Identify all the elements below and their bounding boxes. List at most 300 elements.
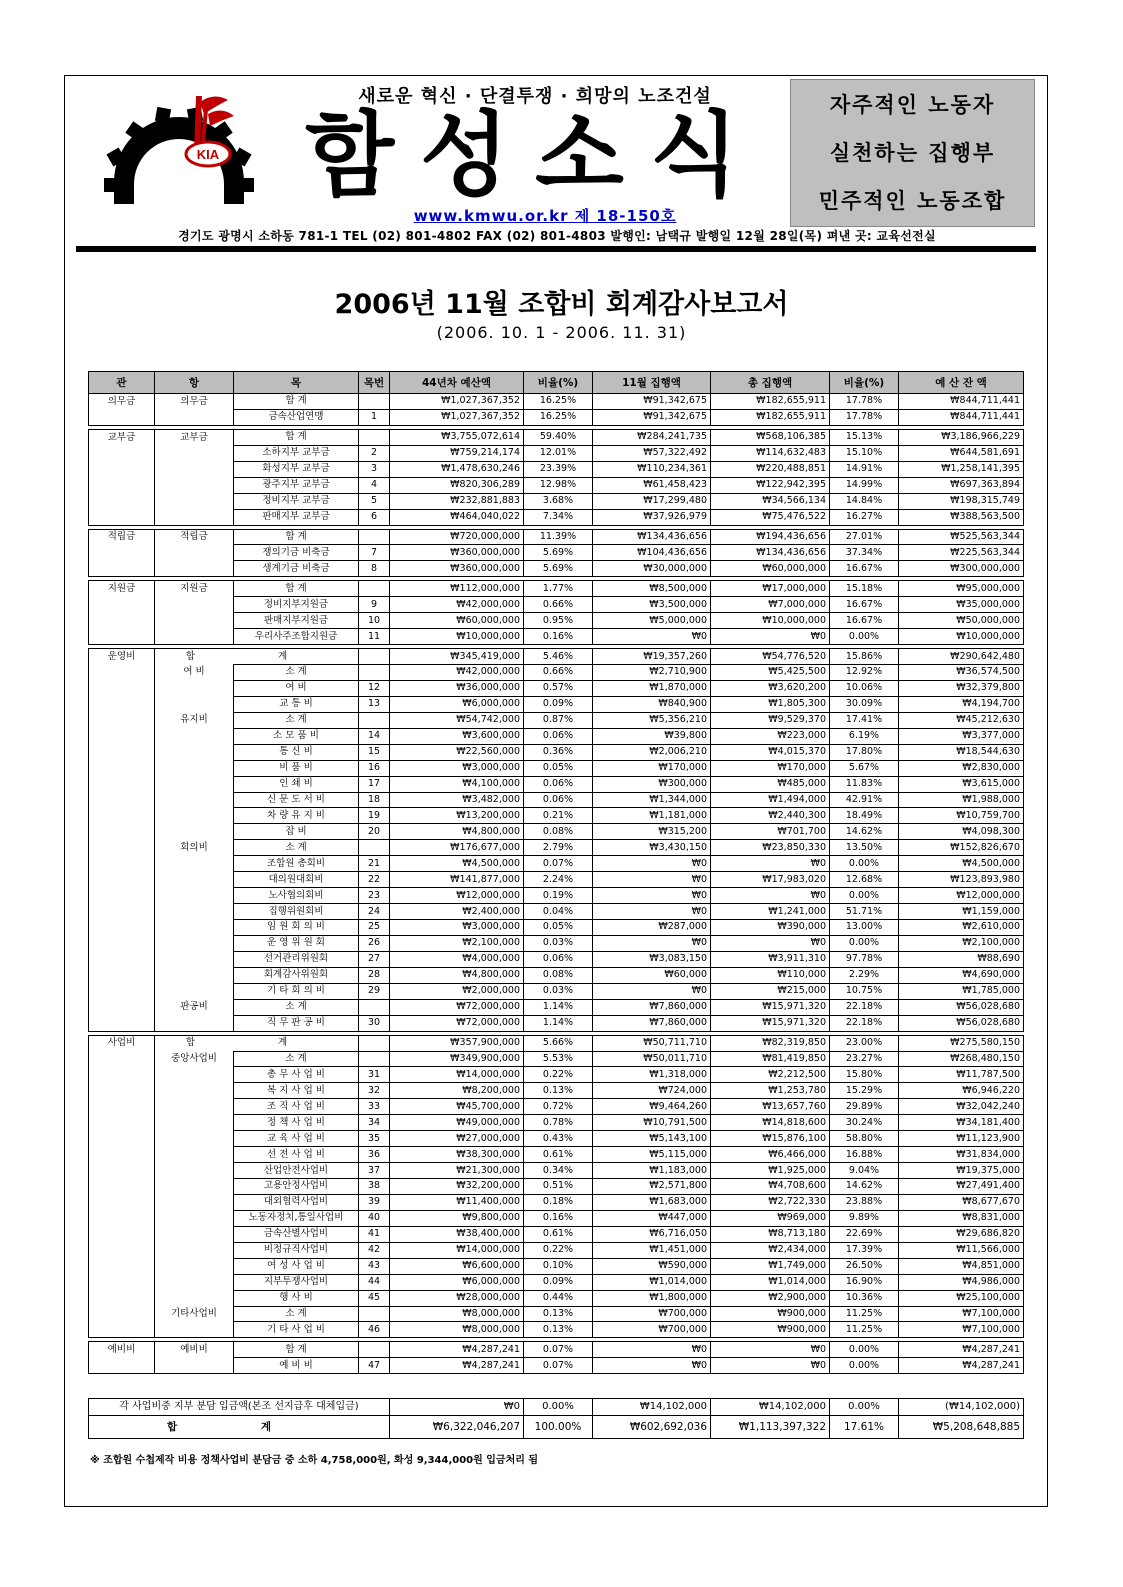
balance-cell: ₩11,566,000: [899, 1242, 1024, 1258]
budget-ratio-cell: 2.24%: [524, 872, 593, 888]
mok-number-cell: 17: [359, 776, 390, 792]
hang-cell: 기타사업비: [155, 1306, 234, 1322]
total-exec-cell: ₩170,000: [711, 760, 830, 776]
exec-ratio-cell: 13.50%: [830, 840, 899, 856]
exec-ratio-cell: 22.18%: [830, 999, 899, 1015]
table-row: [89, 1179, 1024, 1195]
table-row: [89, 1258, 1024, 1274]
total-exec-cell: ₩223,000: [711, 728, 830, 744]
budget-cell: ₩14,000,000: [390, 1067, 524, 1083]
exec-ratio-cell: 0.00%: [830, 1342, 899, 1358]
gwan-cell: [89, 983, 155, 999]
table-row: [89, 461, 1024, 477]
gwan-cell: [89, 493, 155, 509]
budget-ratio-cell: 0.34%: [524, 1163, 593, 1179]
exec-ratio-cell: 15.29%: [830, 1083, 899, 1099]
budget-ratio-cell: 0.57%: [524, 680, 593, 696]
total-exec-cell: ₩9,529,370: [711, 712, 830, 728]
total-exec-cell: ₩4,015,370: [711, 744, 830, 760]
mok-cell: 노사협의회비: [234, 888, 359, 904]
hang-cell: [155, 1194, 234, 1210]
grand-total-exec: ₩1,113,397,322: [711, 1416, 830, 1439]
gwan-cell: [89, 967, 155, 983]
mok-cell: 여 비: [234, 680, 359, 696]
budget-cell: ₩1,027,367,352: [390, 394, 524, 410]
total-exec-cell: ₩75,476,522: [711, 509, 830, 525]
hang-cell: [155, 1358, 234, 1374]
mok-number-cell: 26: [359, 935, 390, 951]
table-row: [89, 545, 1024, 561]
table-row: [89, 561, 1024, 577]
mok-cell: 소 모 품 비: [234, 728, 359, 744]
total-exec-cell: ₩194,436,656: [711, 529, 830, 545]
mok-cell: 잡 비: [234, 824, 359, 840]
table-row: [89, 1115, 1024, 1131]
gwan-cell: [89, 613, 155, 629]
mok-number-cell: [359, 429, 390, 445]
month-exec-cell: ₩590,000: [593, 1258, 711, 1274]
budget-cell: ₩72,000,000: [390, 1015, 524, 1031]
mok-cell: 합 계: [234, 529, 359, 545]
table-row: [89, 696, 1024, 712]
budget-ratio-cell: 23.39%: [524, 461, 593, 477]
exec-ratio-cell: 51.71%: [830, 904, 899, 920]
budget-table: [88, 371, 1024, 1374]
budget-cell: ₩49,000,000: [390, 1115, 524, 1131]
balance-cell: ₩644,581,691: [899, 445, 1024, 461]
total-exec-cell: ₩4,708,600: [711, 1179, 830, 1195]
table-row: [89, 1226, 1024, 1242]
budget-ratio-cell: 0.05%: [524, 920, 593, 936]
balance-cell: ₩300,000,000: [899, 561, 1024, 577]
balance-cell: ₩31,834,000: [899, 1147, 1024, 1163]
hang-cell: [155, 1210, 234, 1226]
summary-balance: (₩14,102,000): [899, 1399, 1024, 1416]
exec-ratio-cell: 0.00%: [830, 629, 899, 645]
hang-cell: [155, 696, 234, 712]
budget-ratio-cell: 0.03%: [524, 935, 593, 951]
total-exec-cell: ₩0: [711, 1358, 830, 1374]
budget-cell: ₩11,400,000: [390, 1194, 524, 1210]
exec-ratio-cell: 0.00%: [830, 856, 899, 872]
hang-cell: [155, 1322, 234, 1338]
table-row: [89, 935, 1024, 951]
balance-cell: ₩4,287,241: [899, 1358, 1024, 1374]
mok-cell: 집행위원회비: [234, 904, 359, 920]
exec-ratio-cell: 10.75%: [830, 983, 899, 999]
exec-ratio-cell: 42.91%: [830, 792, 899, 808]
hang-cell: [155, 920, 234, 936]
exec-ratio-cell: 16.90%: [830, 1274, 899, 1290]
mok-cell: 조합원 총회비: [234, 856, 359, 872]
summary-budget-ratio: 0.00%: [524, 1399, 593, 1416]
budget-ratio-cell: 7.34%: [524, 509, 593, 525]
month-exec-cell: ₩300,000: [593, 776, 711, 792]
total-exec-cell: ₩0: [711, 935, 830, 951]
table-row: [89, 744, 1024, 760]
mok-cell: 생계기금 비축금: [234, 561, 359, 577]
table-row: [89, 1274, 1024, 1290]
exec-ratio-cell: 15.10%: [830, 445, 899, 461]
gwan-cell: [89, 792, 155, 808]
gwan-cell: [89, 1242, 155, 1258]
exec-ratio-cell: 17.41%: [830, 712, 899, 728]
budget-cell: ₩3,000,000: [390, 760, 524, 776]
exec-ratio-cell: 30.09%: [830, 696, 899, 712]
summary-table-wrap: [88, 1398, 1024, 1439]
balance-cell: ₩525,563,344: [899, 529, 1024, 545]
mok-number-cell: 39: [359, 1194, 390, 1210]
budget-cell: ₩8,000,000: [390, 1306, 524, 1322]
mok-cell: 신 문 도 서 비: [234, 792, 359, 808]
hang-cell: 적립금: [155, 529, 234, 545]
balance-cell: ₩27,491,400: [899, 1179, 1024, 1195]
exec-ratio-cell: 97.78%: [830, 951, 899, 967]
month-exec-cell: ₩17,299,480: [593, 493, 711, 509]
total-exec-cell: ₩82,319,850: [711, 1035, 830, 1051]
balance-cell: ₩35,000,000: [899, 597, 1024, 613]
hang-cell: [155, 1274, 234, 1290]
exec-ratio-cell: 29.89%: [830, 1099, 899, 1115]
balance-cell: ₩3,615,000: [899, 776, 1024, 792]
mok-number-cell: 32: [359, 1083, 390, 1099]
hang-cell: [155, 856, 234, 872]
total-exec-cell: ₩2,722,330: [711, 1194, 830, 1210]
month-exec-cell: ₩1,344,000: [593, 792, 711, 808]
balance-cell: ₩2,610,000: [899, 920, 1024, 936]
total-exec-cell: ₩1,014,000: [711, 1274, 830, 1290]
col-header: 관: [89, 372, 155, 394]
hang-cell: [155, 792, 234, 808]
month-exec-cell: ₩0: [593, 983, 711, 999]
budget-cell: ₩13,200,000: [390, 808, 524, 824]
total-exec-cell: ₩8,713,180: [711, 1226, 830, 1242]
mok-number-cell: 44: [359, 1274, 390, 1290]
mok-number-cell: 21: [359, 856, 390, 872]
hang-cell: [155, 888, 234, 904]
gwan-cell: [89, 477, 155, 493]
mok-cell: 행 사 비: [234, 1290, 359, 1306]
hang-cell: 합 계: [155, 649, 359, 665]
exec-ratio-cell: 17.78%: [830, 394, 899, 410]
budget-cell: ₩3,755,072,614: [390, 429, 524, 445]
mok-cell: 기 타 사 업 비: [234, 1322, 359, 1338]
exec-ratio-cell: 11.25%: [830, 1322, 899, 1338]
budget-ratio-cell: 0.07%: [524, 856, 593, 872]
budget-ratio-cell: 0.08%: [524, 967, 593, 983]
budget-ratio-cell: 0.66%: [524, 665, 593, 681]
balance-cell: ₩4,287,241: [899, 1342, 1024, 1358]
mok-cell: 고용안정사업비: [234, 1179, 359, 1195]
budget-ratio-cell: 0.03%: [524, 983, 593, 999]
balance-cell: ₩11,123,900: [899, 1131, 1024, 1147]
mok-number-cell: 2: [359, 445, 390, 461]
balance-cell: ₩32,379,800: [899, 680, 1024, 696]
total-exec-cell: ₩7,000,000: [711, 597, 830, 613]
mok-cell: 교 통 비: [234, 696, 359, 712]
month-exec-cell: ₩447,000: [593, 1210, 711, 1226]
hang-cell: [155, 824, 234, 840]
table-row: [89, 999, 1024, 1015]
mok-number-cell: 29: [359, 983, 390, 999]
balance-cell: ₩2,100,000: [899, 935, 1024, 951]
table-row: [89, 1342, 1024, 1358]
exec-ratio-cell: 11.25%: [830, 1306, 899, 1322]
mok-cell: 인 쇄 비: [234, 776, 359, 792]
budget-cell: ₩27,000,000: [390, 1131, 524, 1147]
budget-cell: ₩8,000,000: [390, 1322, 524, 1338]
month-exec-cell: ₩0: [593, 872, 711, 888]
mok-number-cell: 46: [359, 1322, 390, 1338]
grand-total-month-exec: ₩602,692,036: [593, 1416, 711, 1439]
gwan-cell: [89, 1274, 155, 1290]
table-row: [89, 665, 1024, 681]
budget-ratio-cell: 3.68%: [524, 493, 593, 509]
budget-ratio-cell: 1.14%: [524, 1015, 593, 1031]
table-row: [89, 409, 1024, 425]
total-exec-cell: ₩701,700: [711, 824, 830, 840]
budget-ratio-cell: 0.13%: [524, 1306, 593, 1322]
exec-ratio-cell: 2.29%: [830, 967, 899, 983]
mok-cell: 소 계: [234, 840, 359, 856]
balance-cell: ₩12,000,000: [899, 888, 1024, 904]
mok-number-cell: 12: [359, 680, 390, 696]
table-header-row: [89, 372, 1024, 394]
mok-number-cell: [359, 581, 390, 597]
hang-cell: [155, 545, 234, 561]
hang-cell: [155, 776, 234, 792]
mok-cell: 소 계: [234, 1306, 359, 1322]
mok-cell: 쟁의기금 비축금: [234, 545, 359, 561]
mok-number-cell: 13: [359, 696, 390, 712]
gwan-cell: [89, 1358, 155, 1374]
gwan-cell: [89, 824, 155, 840]
budget-cell: ₩45,700,000: [390, 1099, 524, 1115]
mok-number-cell: [359, 665, 390, 681]
exec-ratio-cell: 27.01%: [830, 529, 899, 545]
grand-total-row: [89, 1416, 1024, 1439]
budget-ratio-cell: 1.14%: [524, 999, 593, 1015]
hang-cell: [155, 1099, 234, 1115]
table-row: [89, 1290, 1024, 1306]
budget-ratio-cell: 0.61%: [524, 1147, 593, 1163]
mok-cell: 직 무 판 공 비: [234, 1015, 359, 1031]
budget-ratio-cell: 0.13%: [524, 1083, 593, 1099]
exec-ratio-cell: 0.00%: [830, 935, 899, 951]
gwan-cell: [89, 744, 155, 760]
budget-cell: ₩464,040,022: [390, 509, 524, 525]
month-exec-cell: ₩0: [593, 904, 711, 920]
gwan-cell: [89, 856, 155, 872]
table-row: [89, 776, 1024, 792]
mok-cell: 합 계: [234, 429, 359, 445]
balance-cell: ₩225,563,344: [899, 545, 1024, 561]
hang-cell: 합 계: [155, 1035, 359, 1051]
exec-ratio-cell: 17.80%: [830, 744, 899, 760]
exec-ratio-cell: 12.92%: [830, 665, 899, 681]
total-exec-cell: ₩3,911,310: [711, 951, 830, 967]
mok-number-cell: 31: [359, 1067, 390, 1083]
balance-cell: ₩4,690,000: [899, 967, 1024, 983]
gwan-cell: 의무금: [89, 394, 155, 410]
table-row: [89, 1242, 1024, 1258]
budget-ratio-cell: 0.43%: [524, 1131, 593, 1147]
exec-ratio-cell: 16.67%: [830, 561, 899, 577]
balance-cell: ₩36,574,500: [899, 665, 1024, 681]
exec-ratio-cell: 14.91%: [830, 461, 899, 477]
gwan-cell: [89, 629, 155, 645]
budget-cell: ₩4,000,000: [390, 951, 524, 967]
exec-ratio-cell: 13.00%: [830, 920, 899, 936]
motto-line: 실천하는 집행부: [829, 140, 996, 165]
mok-cell: 임 원 회 의 비: [234, 920, 359, 936]
total-exec-cell: ₩1,253,780: [711, 1083, 830, 1099]
budget-cell: ₩4,500,000: [390, 856, 524, 872]
total-exec-cell: ₩14,818,600: [711, 1115, 830, 1131]
balance-cell: ₩11,787,500: [899, 1067, 1024, 1083]
mok-cell: 합 계: [234, 394, 359, 410]
mok-number-cell: 10: [359, 613, 390, 629]
month-exec-cell: ₩1,870,000: [593, 680, 711, 696]
total-exec-cell: ₩15,971,320: [711, 1015, 830, 1031]
balance-cell: ₩4,500,000: [899, 856, 1024, 872]
table-row: [89, 1099, 1024, 1115]
total-exec-cell: ₩5,425,500: [711, 665, 830, 681]
table-row: [89, 808, 1024, 824]
month-exec-cell: ₩287,000: [593, 920, 711, 936]
mok-number-cell: 40: [359, 1210, 390, 1226]
budget-ratio-cell: 0.22%: [524, 1242, 593, 1258]
table-row: [89, 760, 1024, 776]
month-exec-cell: ₩50,011,710: [593, 1051, 711, 1067]
table-row: [89, 840, 1024, 856]
budget-cell: ₩2,400,000: [390, 904, 524, 920]
mok-cell: 총 무 사 업 비: [234, 1067, 359, 1083]
budget-ratio-cell: 0.18%: [524, 1194, 593, 1210]
month-exec-cell: ₩8,500,000: [593, 581, 711, 597]
balance-cell: ₩4,851,000: [899, 1258, 1024, 1274]
budget-cell: ₩10,000,000: [390, 629, 524, 645]
table-row: [89, 509, 1024, 525]
budget-ratio-cell: 0.51%: [524, 1179, 593, 1195]
newsletter-title: 함성소식: [305, 102, 765, 209]
gwan-cell: 지원금: [89, 581, 155, 597]
motto-line: 자주적인 노동자: [829, 92, 996, 117]
table-row: [89, 728, 1024, 744]
publisher-address: 경기도 광명시 소하동 781-1 TEL (02) 801-4802 FAX (02) 801-4803 발행인: 남택규 발행일 12월 28일(목) 펴낸 곳: 교육선전실: [178, 229, 936, 243]
month-exec-cell: ₩37,926,979: [593, 509, 711, 525]
budget-ratio-cell: 59.40%: [524, 429, 593, 445]
budget-ratio-cell: 0.06%: [524, 776, 593, 792]
report-title: 2006년 11월 조합비 회계감사보고서: [334, 289, 789, 320]
hang-cell: [155, 935, 234, 951]
budget-cell: ₩3,600,000: [390, 728, 524, 744]
report-period: (2006. 10. 1 - 2006. 11. 31): [436, 323, 687, 342]
balance-cell: ₩34,181,400: [899, 1115, 1024, 1131]
hang-cell: 판공비: [155, 999, 234, 1015]
mok-number-cell: [359, 840, 390, 856]
mok-cell: 교 육 사 업 비: [234, 1131, 359, 1147]
exec-ratio-cell: 0.00%: [830, 1358, 899, 1374]
total-exec-cell: ₩110,000: [711, 967, 830, 983]
month-exec-cell: ₩3,083,150: [593, 951, 711, 967]
gwan-cell: [89, 1322, 155, 1338]
budget-cell: ₩4,800,000: [390, 967, 524, 983]
exec-ratio-cell: 15.13%: [830, 429, 899, 445]
mok-cell: 정비지부 교부금: [234, 493, 359, 509]
hang-cell: [155, 872, 234, 888]
website-link[interactable]: www.kmwu.or.kr 제 18-150호: [413, 207, 677, 225]
total-exec-cell: ₩23,850,330: [711, 840, 830, 856]
mok-number-cell: 7: [359, 545, 390, 561]
budget-cell: ₩28,000,000: [390, 1290, 524, 1306]
month-exec-cell: ₩1,800,000: [593, 1290, 711, 1306]
balance-cell: ₩8,831,000: [899, 1210, 1024, 1226]
table-row: [89, 1306, 1024, 1322]
budget-ratio-cell: 0.10%: [524, 1258, 593, 1274]
budget-ratio-cell: 5.69%: [524, 545, 593, 561]
month-exec-cell: ₩19,357,260: [593, 649, 711, 665]
exec-ratio-cell: 58.80%: [830, 1131, 899, 1147]
balance-cell: ₩56,028,680: [899, 1015, 1024, 1031]
table-row: [89, 920, 1024, 936]
balance-cell: ₩95,000,000: [899, 581, 1024, 597]
hang-cell: [155, 1147, 234, 1163]
total-exec-cell: ₩182,655,911: [711, 394, 830, 410]
month-exec-cell: ₩30,000,000: [593, 561, 711, 577]
hang-cell: [155, 613, 234, 629]
hang-cell: [155, 1226, 234, 1242]
mok-cell: 합 계: [234, 1342, 359, 1358]
mok-cell: 판매지부 교부금: [234, 509, 359, 525]
gwan-cell: [89, 1290, 155, 1306]
table-row: [89, 493, 1024, 509]
gwan-cell: [89, 597, 155, 613]
mok-cell: 대외협력사업비: [234, 1194, 359, 1210]
exec-ratio-cell: 12.68%: [830, 872, 899, 888]
mok-number-cell: 37: [359, 1163, 390, 1179]
exec-ratio-cell: 6.19%: [830, 728, 899, 744]
balance-cell: ₩290,642,480: [899, 649, 1024, 665]
budget-cell: ₩1,027,367,352: [390, 409, 524, 425]
balance-cell: ₩10,759,700: [899, 808, 1024, 824]
gwan-cell: [89, 872, 155, 888]
hang-cell: 여 비: [155, 665, 234, 681]
budget-cell: ₩4,287,241: [390, 1358, 524, 1374]
budget-cell: ₩60,000,000: [390, 613, 524, 629]
mok-cell: 소 계: [234, 665, 359, 681]
budget-cell: ₩345,419,000: [390, 649, 524, 665]
summary-label: 각 사업비중 지부 분담 입금액(본조 선지급후 대체입금): [89, 1399, 390, 1416]
gwan-cell: 적립금: [89, 529, 155, 545]
mok-cell: 소 계: [234, 712, 359, 728]
budget-cell: ₩4,800,000: [390, 824, 524, 840]
mok-number-cell: 41: [359, 1226, 390, 1242]
total-exec-cell: ₩2,900,000: [711, 1290, 830, 1306]
mok-cell: 비 품 비: [234, 760, 359, 776]
mok-number-cell: 22: [359, 872, 390, 888]
total-exec-cell: ₩182,655,911: [711, 409, 830, 425]
mok-number-cell: [359, 1051, 390, 1067]
mok-number-cell: 6: [359, 509, 390, 525]
balance-cell: ₩10,000,000: [899, 629, 1024, 645]
summary-exec-ratio: 0.00%: [830, 1399, 899, 1416]
month-exec-cell: ₩315,200: [593, 824, 711, 840]
header-slogan: 새로운 혁신 · 단결투쟁 · 희망의 노조건설: [358, 86, 712, 107]
mok-number-cell: [359, 1306, 390, 1322]
gwan-cell: [89, 840, 155, 856]
total-exec-cell: ₩900,000: [711, 1322, 830, 1338]
